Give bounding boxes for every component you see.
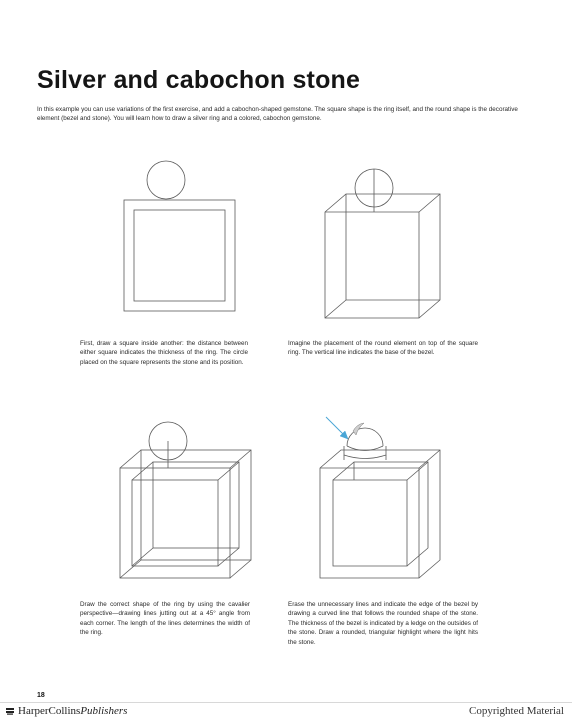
figure-1-flat-ring [124, 161, 235, 311]
step-1-caption: First, draw a square inside another: the distance between either square indicates the thickness of the ring. The circle placed on the square represents the stone and its position. [80, 340, 248, 366]
step-2-caption: Imagine the placement of the round element on top of the square ring. The vertical line indicates the base of the bezel. [288, 340, 478, 357]
figure-3-cavalier-ring [120, 422, 251, 578]
publisher-fire-icon [6, 707, 14, 715]
copyright-notice: Copyrighted Material [468, 705, 564, 717]
intro-paragraph: In this example you can use variations of the first exercise, and add a cabochon-shaped gemstone. The square shape is the ring itself, and the round shape is the decorative element (bezel and stone). You will learn how to draw a silver ring and a colored, cabochon gemstone. [37, 106, 518, 123]
figure-4-finished-ring [320, 423, 440, 578]
page-title: Silver and cabochon stone [37, 66, 361, 94]
step-3-caption: Draw the correct shape of the ring by using the cavalier perspective—drawing lines jutting out at a 45° angle from each corner. The length of the lines determines the width of the ring. [80, 601, 250, 637]
highlight-arrow [326, 417, 348, 439]
publisher-name: HarperCollins [18, 705, 81, 717]
page-number: 18 [37, 692, 45, 699]
publisher-logo [6, 705, 127, 717]
figure-2-box-with-stone [325, 169, 440, 318]
publisher-suffix: Publishers [80, 705, 128, 717]
step-4-caption: Erase the unnecessary lines and indicate the edge of the bezel by drawing a curved line that follows the rounded shape of the stone. The thickness of the bezel is indicated by a ledge on the outsides of the stone. Draw a rounded, triangular highlight where the light hits the stone. [288, 601, 478, 646]
